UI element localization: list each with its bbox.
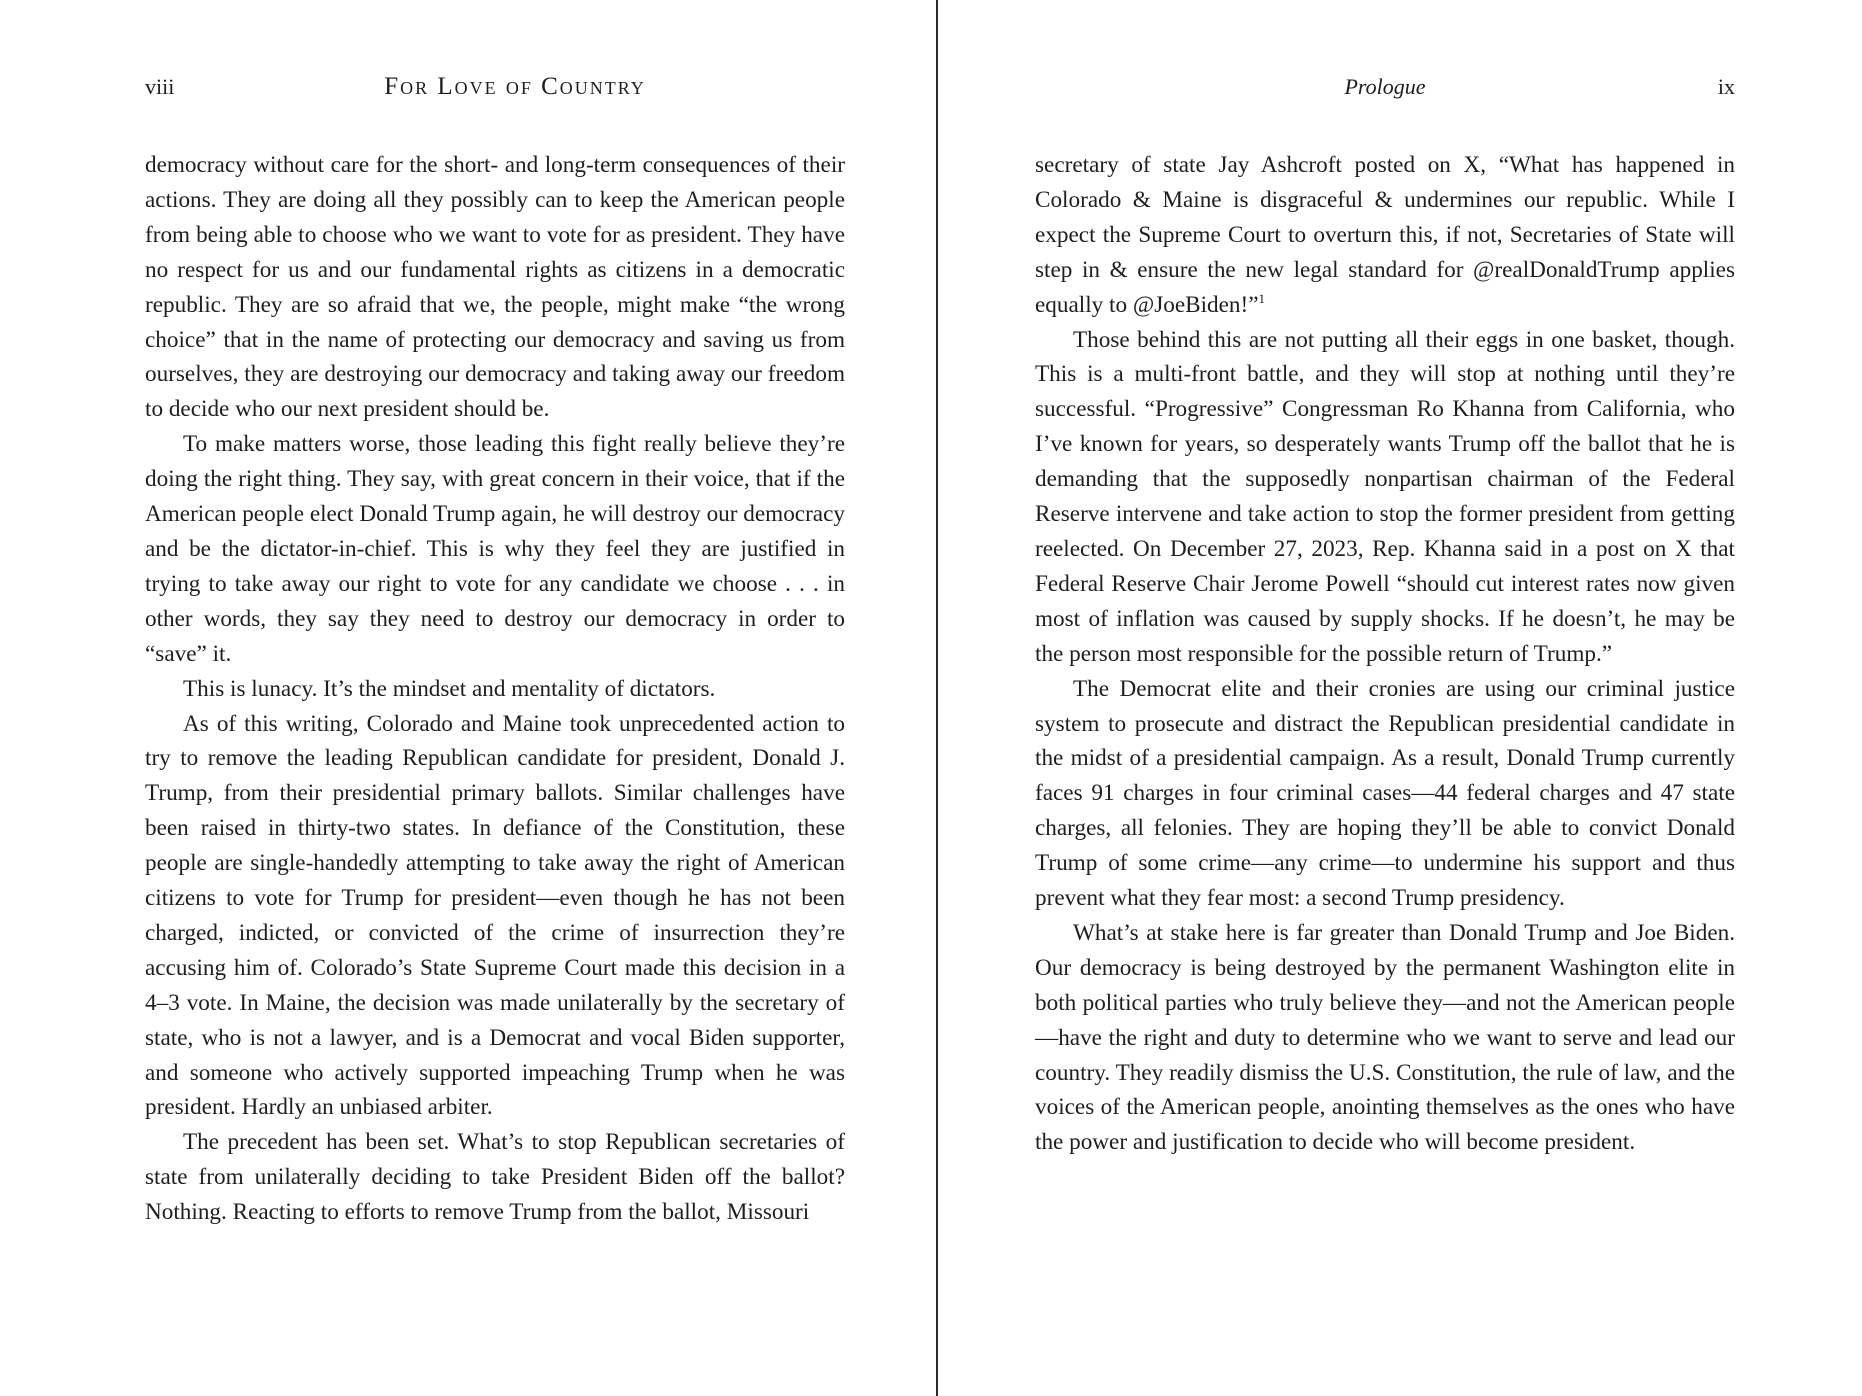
right-body-text	[1035, 148, 1735, 1160]
left-page	[145, 0, 845, 1396]
paragraph: As of this writing, Colorado and Maine took unprecedented action to try to remove the leading Republican candidate for president, Donald J. Trump, from their presidential primary ballots. Similar challenges have been raised in thirty-two states. In defiance of the Constitution, these people are single-handedly attempting to take away the right of American citizens to vote for Trump for president—even though he has not been charged, indicted, or convicted of the crime of insurrection they’re accusing him of. Colorado’s State Supreme Court made this decision in a 4–3 vote. In Maine, the decision was made unilaterally by the secretary of state, who is not a lawyer, and is a Democrat and vocal Biden supporter, and someone who actively supported impeaching Trump when he was president. Hardly an unbiased arbiter.	[145, 710, 845, 1121]
paragraph: The precedent has been set. What’s to stop Republican secretaries of state from unilaterally deciding to take President Biden off the ballot? Nothing. Reacting to efforts to remove Trump from the ballot, Missouri	[145, 1129, 845, 1226]
paragraph: The Democrat elite and their cronies are using our criminal justice system to prosecute and distract the Republican presidential candidate in the midst of a presidential campaign. As a result, Donald Trump currently faces 91 charges in four criminal cases—44 federal charges and 47 state charges, all felonies. They are hoping they’ll be able to convict Donald Trump of some crime—any crime—to undermine his support and thus prevent what they fear most: a second Trump presidency.	[1035, 675, 1735, 912]
footnote-marker: 1	[1258, 290, 1266, 306]
page-gutter-divider	[936, 0, 938, 1396]
right-running-head	[1035, 72, 1735, 102]
paragraph: What’s at stake here is far greater than Donald Trump and Joe Biden. Our democracy is being destroyed by the permanent Washington elite in both political parties who truly believe they—and not the American people—have the right and duty to determine who we want to serve and lead our country. They readily dismiss the U.S. Constitution, the rule of law, and the voices of the American people, anointing themselves as the ones who have the power and justification to decide who will become president.	[1035, 919, 1735, 1156]
paragraph: This is lunacy. It’s the mindset and mentality of dictators.	[183, 675, 716, 702]
chapter-title: Prologue	[1344, 74, 1426, 99]
left-body-text	[145, 148, 845, 1230]
paragraph: democracy without care for the short- and long-term consequences of their actions. They are doing all they possibly can to keep the American people from being able to choose who we want to vote for as president. They have no respect for us and our fundamental rights as citizens in a democratic republic. They are so afraid that we, the people, might make “the wrong choice” that in the name of protecting our democracy and saving us from ourselves, they are destroying our democracy and taking away our freedom to decide who our next president should be.	[145, 152, 845, 423]
right-page	[1035, 0, 1735, 1396]
page-number-left: viii	[145, 74, 175, 99]
paragraph: Those behind this are not putting all their eggs in one basket, though. This is a multi-front battle, and they will stop at nothing until they’re successful. “Progressive” Congressman Ro Khanna from California, who I’ve known for years, so desperately wants Trump off the ballot that he is demanding that the supposedly nonpartisan chairman of the Federal Reserve intervene and take action to stop the former president from getting reelected. On December 27, 2023, Rep. Khanna said in a post on X that Federal Reserve Chair Jerome Powell “should cut interest rates now given most of inflation was caused by supply shocks. If he doesn’t, he may be the person most responsible for the possible return of Trump.”	[1035, 326, 1735, 667]
paragraph	[1035, 148, 1735, 323]
page-number-right: ix	[1717, 74, 1735, 99]
left-running-head	[145, 72, 845, 102]
paragraph-text: secretary of state Jay Ashcroft posted on X, “What has happened in Colorado & Maine is disgraceful & undermines our republic. While I expect the Supreme Court to overturn this, if not, Secretaries of State will step in & ensure the new legal standard for @realDonaldTrump applies equally to @JoeBiden!”	[1035, 152, 1735, 318]
paragraph: To make matters worse, those leading this fight really believe they’re doing the right thing. They say, with great concern in their voice, that if the American people elect Donald Trump again, he will destroy our democracy and be the dictator-in-chief. This is why they feel they are justified in trying to take away our right to vote for any candidate we choose . . . in other words, they say they need to destroy our democracy in order to “save” it.	[145, 431, 845, 667]
book-title: For Love of Country	[384, 73, 646, 100]
